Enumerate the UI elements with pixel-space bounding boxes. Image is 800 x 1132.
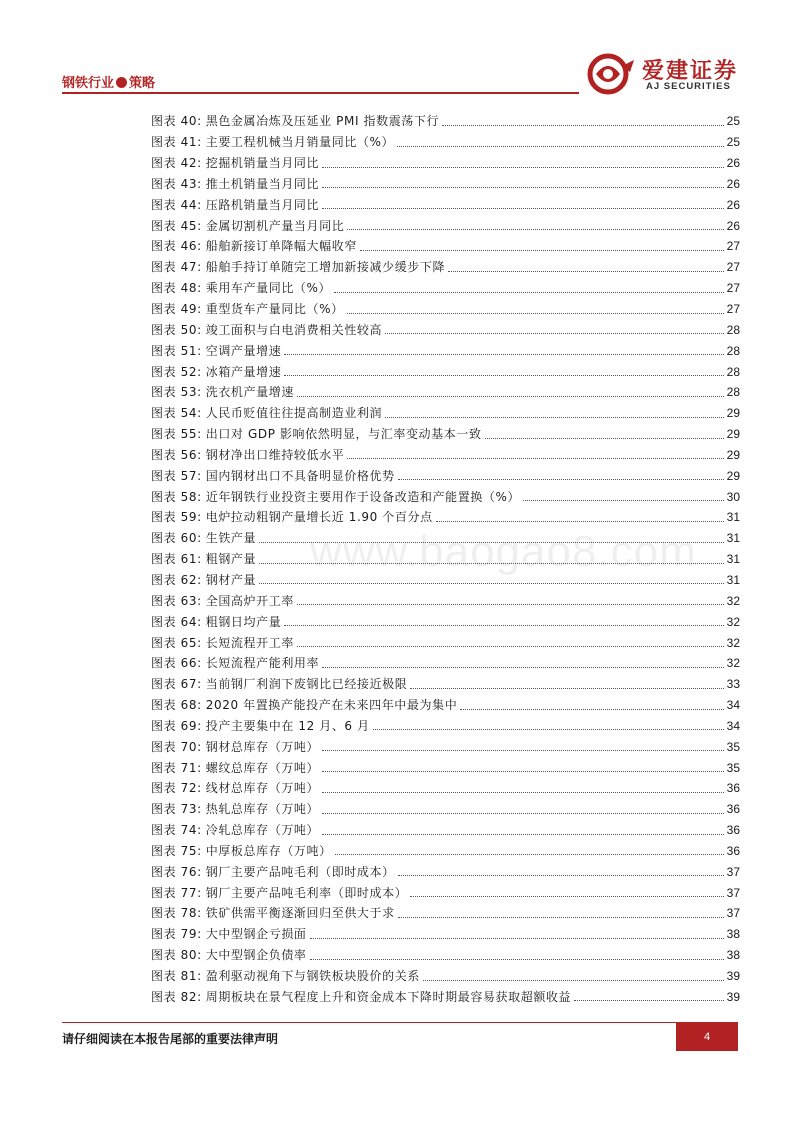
toc-page-number: 32 [726,614,740,629]
toc-figure-label: 图表 52: [151,364,202,379]
toc-figure-label: 图表 62: [151,572,202,587]
toc-figure-label: 图表 67: [151,677,202,692]
toc-figure-title: 钢厂主要产品吨毛利（即时成本） [205,864,395,879]
toc-page-number: 36 [726,802,740,817]
toc-dot-leader [398,875,724,876]
toc-entry[interactable] [151,778,740,799]
toc-entry[interactable] [151,445,740,466]
toc-figure-title: 2020 年置换产能投产在未来四年中最为集中 [205,698,458,713]
toc-dot-leader [322,834,724,835]
toc-page-number: 28 [726,364,740,379]
toc-figure-title: 长短流程产能利用率 [205,656,320,671]
toc-figure-label: 图表 80: [151,948,202,963]
toc-figure-title: 螺纹总库存（万吨） [205,760,320,775]
toc-entry[interactable] [151,861,740,882]
toc-figure-title: 推土机销量当月同比 [205,176,320,191]
toc-entry[interactable] [151,590,740,611]
toc-entry[interactable] [151,653,740,674]
toc-figure-title: 电炉拉动粗钢产量增长近 1.90 个百分点 [205,510,433,525]
toc-page-number: 37 [726,885,740,900]
toc-figure-title: 钢材总库存（万吨） [205,739,320,754]
toc-figure-label: 图表 65: [151,635,202,650]
toc-figure-label: 图表 40: [151,114,202,129]
toc-page-number: 34 [726,718,740,733]
toc-figure-title: 主要工程机械当月销量同比（%） [205,135,395,150]
toc-entry[interactable] [151,966,740,987]
header-section-right: 策略 [129,76,156,91]
toc-dot-leader [297,646,724,647]
toc-dot-leader [284,375,723,376]
toc-figure-title: 铁矿供需平衡逐渐回归至供大于求 [205,906,395,921]
toc-figure-label: 图表 49: [151,302,202,317]
toc-figure-label: 图表 60: [151,531,202,546]
toc-page-number: 26 [726,218,740,233]
toc-entry[interactable] [151,153,740,174]
toc-page-number: 36 [726,823,740,838]
toc-figure-label: 图表 78: [151,906,202,921]
toc-dot-leader [360,250,724,251]
page-number-badge [676,1022,738,1051]
aj-logo-icon [586,52,638,96]
toc-dot-leader [410,896,723,897]
toc-figure-title: 线材总库存（万吨） [205,781,320,796]
toc-figure-title: 粗钢日均产量 [205,614,282,629]
toc-figure-label: 图表 59: [151,510,202,525]
toc-dot-leader [322,667,724,668]
toc-figure-title: 近年钢铁行业投资主要用作于设备改造和产能置换（%） [205,489,521,504]
toc-dot-leader [334,292,724,293]
toc-entry[interactable] [151,549,740,570]
toc-dot-leader [322,771,724,772]
toc-page-number: 29 [726,427,740,442]
toc-entry[interactable] [151,757,740,778]
toc-dot-leader [448,271,724,272]
toc-entry[interactable] [151,382,740,403]
toc-page-number: 29 [726,468,740,483]
toc-dot-leader [297,396,724,397]
toc-page-number: 35 [726,760,740,775]
toc-figure-title: 生铁产量 [205,531,257,546]
toc-figure-label: 图表 55: [151,427,202,442]
toc-entry[interactable] [151,174,740,195]
toc-figure-title: 乘用车产量同比（%） [205,281,332,296]
toc-figure-title: 竣工面积与白电消费相关性较高 [205,322,383,337]
toc-figure-title: 国内钢材出口不具备明显价格优势 [205,468,395,483]
toc-entry[interactable] [151,903,740,924]
toc-figure-title: 长短流程开工率 [205,635,294,650]
toc-page-number: 30 [726,489,740,504]
toc-page-number: 32 [726,593,740,608]
toc-dot-leader [485,438,724,439]
toc-figure-label: 图表 77: [151,885,202,900]
toc-dot-leader [398,479,724,480]
toc-entry[interactable] [151,695,740,716]
toc-entry[interactable] [151,528,740,549]
toc-figure-label: 图表 46: [151,239,202,254]
toc-dot-leader [410,688,723,689]
toc-dot-leader [259,563,724,564]
toc-figure-label: 图表 53: [151,385,202,400]
toc-entry[interactable] [151,278,740,299]
toc-figure-label: 图表 58: [151,489,202,504]
toc-page-number: 25 [726,114,740,129]
toc-dot-leader [310,938,724,939]
toc-dot-leader [322,208,724,209]
toc-page-number: 32 [726,635,740,650]
toc-entry[interactable] [151,132,740,153]
toc-figure-title: 周期板块在景气程度上升和资金成本下降时期最容易获取超额收益 [205,989,572,1004]
toc-page-number: 26 [726,156,740,171]
toc-figure-label: 图表 51: [151,343,202,358]
toc-entry[interactable] [151,361,740,382]
toc-dot-leader [322,167,724,168]
toc-figure-label: 图表 45: [151,218,202,233]
toc-figure-title: 挖掘机销量当月同比 [205,156,320,171]
toc-figure-label: 图表 48: [151,281,202,296]
toc-figure-label: 图表 42: [151,156,202,171]
toc-figure-label: 图表 57: [151,468,202,483]
toc-figure-label: 图表 68: [151,698,202,713]
toc-dot-leader [259,583,724,584]
header-rule [62,92,579,94]
toc-figure-label: 图表 43: [151,176,202,191]
toc-page-number: 27 [726,260,740,275]
company-logo [586,52,746,98]
toc-entry[interactable] [151,299,740,320]
toc-entry[interactable] [151,820,740,841]
toc-page-number: 28 [726,322,740,337]
toc-page-number: 35 [726,739,740,754]
toc-figure-title: 洗衣机产量增速 [205,385,294,400]
toc-dot-leader [574,1000,724,1001]
toc-entry[interactable] [151,424,740,445]
toc-figure-label: 图表 82: [151,989,202,1004]
toc-page-number: 29 [726,447,740,462]
toc-dot-leader [385,333,724,334]
toc-figure-label: 图表 73: [151,802,202,817]
toc-entry[interactable] [151,945,740,966]
logo-english-name: AJ SECURITIES [646,81,731,92]
toc-figure-title: 钢厂主要产品吨毛利率（即时成本） [205,885,408,900]
toc-figure-title: 金属切割机产量当月同比 [205,218,345,233]
page-number: 4 [703,1030,711,1043]
toc-figure-label: 图表 56: [151,447,202,462]
toc-figure-title: 投产主要集中在 12 月、6 月 [205,718,370,733]
toc-page-number: 37 [726,864,740,879]
footer-rule [62,1022,676,1023]
toc-dot-leader [523,500,724,501]
toc-dot-leader [347,313,724,314]
toc-entry[interactable] [151,736,740,757]
toc-figure-label: 图表 66: [151,656,202,671]
toc-entry[interactable] [151,924,740,945]
toc-entry[interactable] [151,340,740,361]
toc-page-number: 39 [726,969,740,984]
toc-figure-title: 全国高炉开工率 [205,593,294,608]
toc-figure-title: 重型货车产量同比（%） [205,302,344,317]
toc-figure-title: 大中型钢企亏损面 [205,927,307,942]
toc-entry[interactable] [151,257,740,278]
toc-figure-title: 粗钢产量 [205,552,257,567]
toc-figure-title: 大中型钢企负债率 [205,948,307,963]
toc-page-number: 25 [726,135,740,150]
toc-page-number: 31 [726,552,740,567]
toc-entry[interactable] [151,215,740,236]
toc-dot-leader [436,521,724,522]
toc-figure-title: 出口对 GDP 影响依然明显，与汇率变动基本一致 [205,427,482,442]
toc-entry[interactable] [151,570,740,591]
toc-figure-label: 图表 61: [151,552,202,567]
toc-dot-leader [322,792,724,793]
toc-page-number: 29 [726,406,740,421]
toc-page-number: 31 [726,510,740,525]
toc-figure-label: 图表 74: [151,823,202,838]
toc-entry[interactable] [151,403,740,424]
toc-figure-title: 中厚板总库存（万吨） [205,843,332,858]
toc-page-number: 31 [726,572,740,587]
toc-figure-label: 图表 79: [151,927,202,942]
toc-figure-title: 冷轧总库存（万吨） [205,823,320,838]
toc-page-number: 39 [726,989,740,1004]
toc-dot-leader [397,146,724,147]
toc-figure-title: 钢材净出口维持较低水平 [205,447,345,462]
toc-figure-label: 图表 69: [151,718,202,733]
header-section-label [62,72,155,91]
toc-figure-label: 图表 81: [151,969,202,984]
toc-page-number: 27 [726,281,740,296]
toc-figure-title: 船舶新接订单降幅大幅收窄 [205,239,357,254]
figure-list [151,111,740,1007]
toc-dot-leader [460,709,723,710]
toc-page-number: 34 [726,698,740,713]
toc-figure-label: 图表 41: [151,135,202,150]
legal-notice: 请仔细阅读在本报告尾部的重要法律声明 [62,1032,279,1046]
toc-entry[interactable] [151,986,740,1007]
toc-entry[interactable] [151,465,740,486]
toc-figure-label: 图表 70: [151,739,202,754]
watermark: www.baogao8.com [310,527,697,576]
toc-page-number: 36 [726,843,740,858]
toc-entry[interactable] [151,236,740,257]
header-dot-icon [116,77,127,88]
toc-entry[interactable] [151,799,740,820]
toc-dot-leader [297,604,724,605]
toc-entry[interactable] [151,194,740,215]
toc-dot-leader [322,187,724,188]
toc-figure-title: 人民币贬值往往提高制造业利润 [205,406,383,421]
toc-entry[interactable] [151,611,740,632]
toc-dot-leader [347,229,723,230]
toc-figure-label: 图表 64: [151,614,202,629]
toc-dot-leader [284,354,723,355]
toc-figure-title: 船舶手持订单随完工增加新接减少缓步下降 [205,260,446,275]
toc-figure-title: 盈利驱动视角下与钢铁板块股价的关系 [205,969,420,984]
toc-page-number: 32 [726,656,740,671]
toc-dot-leader [442,125,724,126]
toc-dot-leader [259,542,724,543]
toc-figure-title: 钢材产量 [205,572,257,587]
toc-page-number: 27 [726,302,740,317]
toc-figure-title: 压路机销量当月同比 [205,197,320,212]
toc-dot-leader [322,813,724,814]
toc-page-number: 33 [726,677,740,692]
toc-figure-label: 图表 50: [151,322,202,337]
toc-entry[interactable] [151,841,740,862]
toc-figure-label: 图表 76: [151,864,202,879]
logo-chinese-name: 爱建证券 [642,58,739,84]
toc-dot-leader [322,750,724,751]
toc-entry[interactable] [151,882,740,903]
toc-entry[interactable] [151,319,740,340]
toc-page-number: 26 [726,176,740,191]
toc-page-number: 28 [726,343,740,358]
toc-page-number: 37 [726,906,740,921]
toc-page-number: 27 [726,239,740,254]
toc-page-number: 36 [726,781,740,796]
toc-entry[interactable] [151,111,740,132]
toc-figure-label: 图表 72: [151,781,202,796]
toc-dot-leader [347,458,723,459]
toc-entry[interactable] [151,674,740,695]
toc-dot-leader [335,854,724,855]
header-section-left: 钢铁行业 [62,76,115,91]
toc-figure-label: 图表 63: [151,593,202,608]
toc-page-number: 26 [726,197,740,212]
toc-entry[interactable] [151,486,740,507]
toc-page-number: 31 [726,531,740,546]
toc-page-number: 38 [726,948,740,963]
toc-entry[interactable] [151,507,740,528]
toc-figure-label: 图表 47: [151,260,202,275]
toc-dot-leader [373,729,724,730]
toc-figure-label: 图表 71: [151,760,202,775]
toc-figure-title: 黑色金属冶炼及压延业 PMI 指数震荡下行 [205,114,440,129]
toc-entry[interactable] [151,715,740,736]
toc-dot-leader [310,959,724,960]
toc-dot-leader [398,917,724,918]
toc-figure-label: 图表 54: [151,406,202,421]
toc-figure-title: 空调产量增速 [205,343,282,358]
toc-page-number: 28 [726,385,740,400]
toc-entry[interactable] [151,632,740,653]
toc-figure-label: 图表 75: [151,843,202,858]
toc-dot-leader [284,625,723,626]
toc-dot-leader [385,417,724,418]
toc-figure-title: 冰箱产量增速 [205,364,282,379]
toc-figure-label: 图表 44: [151,197,202,212]
toc-figure-title: 当前钢厂利润下废钢比已经接近极限 [205,677,408,692]
toc-figure-title: 热轧总库存（万吨） [205,802,320,817]
toc-dot-leader [423,980,724,981]
toc-page-number: 38 [726,927,740,942]
